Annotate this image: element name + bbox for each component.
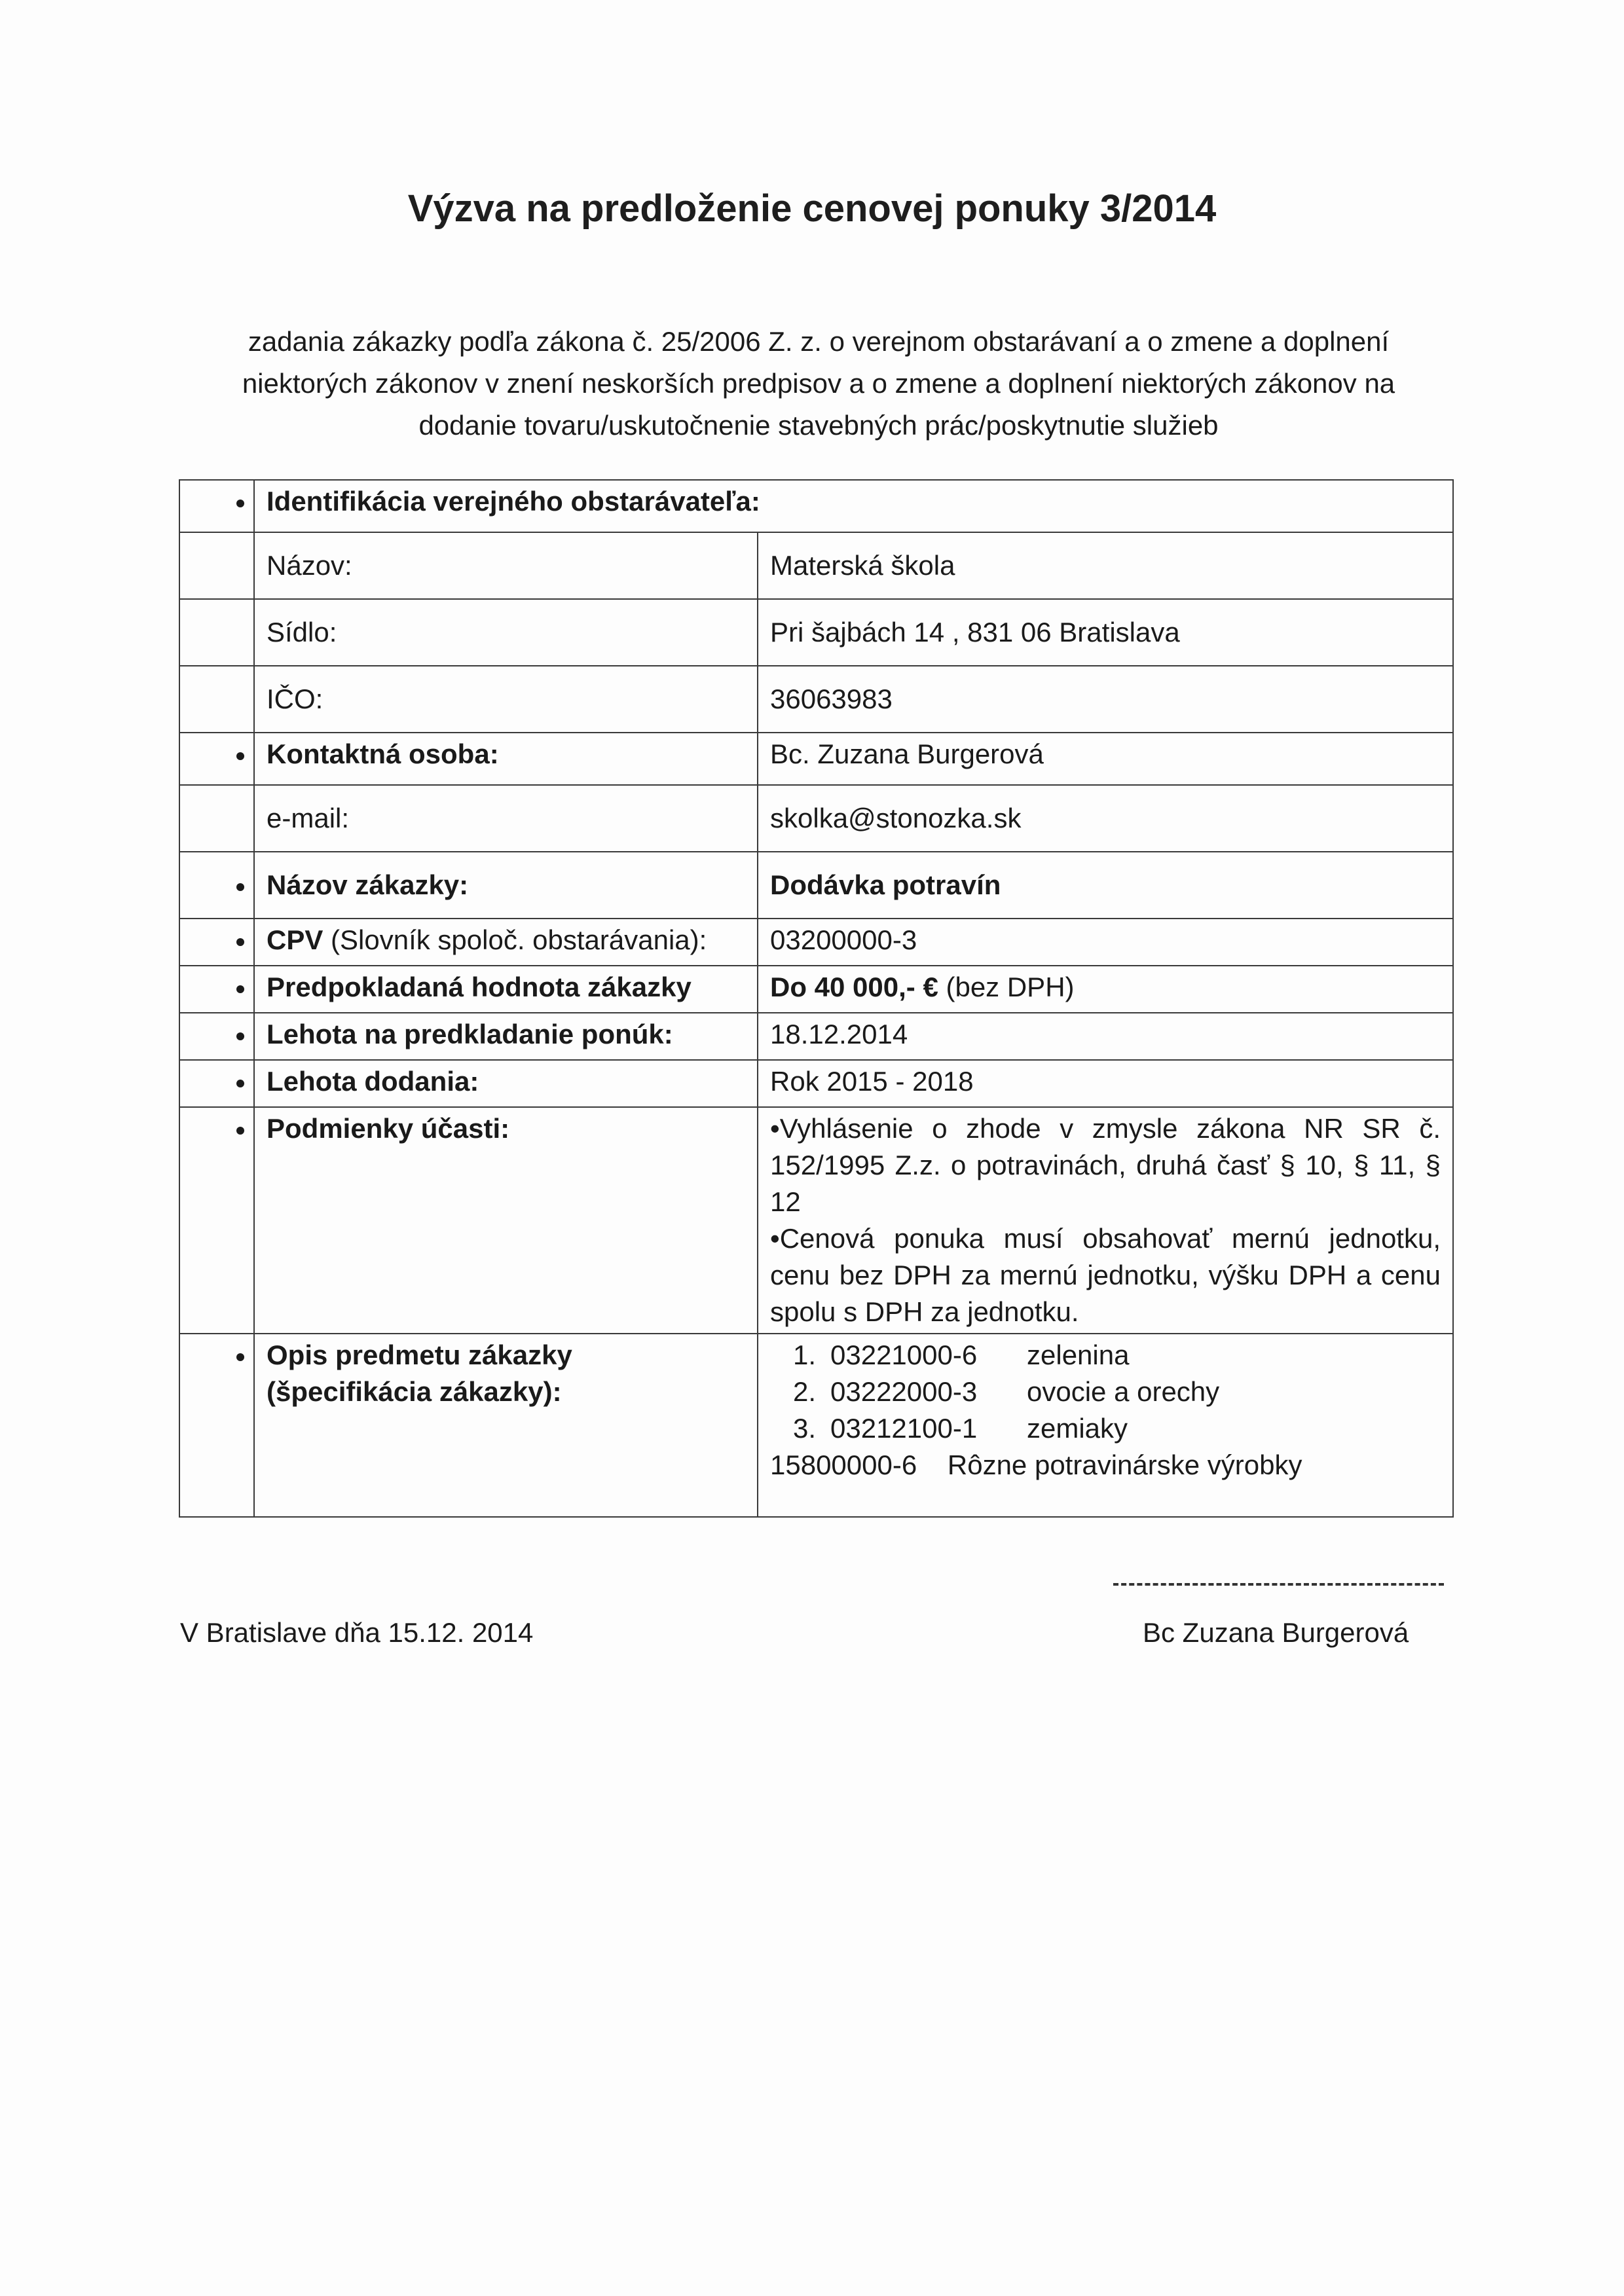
bullet-icon (236, 500, 244, 507)
row-ico (179, 666, 1453, 733)
place-and-date: V Bratislave dňa 15.12. 2014 (180, 1617, 534, 1648)
spec-extra-item: 15800000-6 Rôzne potravinárske výrobky (770, 1449, 1302, 1480)
intro-line-2: niektorých zákonov v znení neskorších predpisov a o zmene a doplnení niektorých zákonov na (242, 368, 1395, 399)
row-seat (179, 599, 1453, 666)
order-name-label: Názov zákazky: (254, 852, 758, 919)
intro-paragraph (164, 321, 1473, 446)
row-delivery (179, 1060, 1453, 1107)
row-estimated-value (179, 966, 1453, 1013)
estimated-value-label: Predpokladaná hodnota zákazky (254, 966, 758, 1013)
spec-item-number: 2. (792, 1376, 816, 1407)
bullet-cell (179, 966, 254, 1013)
row-identification (179, 480, 1453, 532)
deadline-value: 18.12.2014 (758, 1013, 1453, 1060)
bullet-cell (179, 1107, 254, 1334)
bullet-icon (236, 883, 244, 891)
spec-item-desc: ovocie a orechy (1027, 1376, 1220, 1407)
estimated-value-rest: (bez DPH) (938, 972, 1075, 1002)
bullet-cell (179, 785, 254, 852)
conditions-value (758, 1107, 1453, 1334)
row-cpv (179, 919, 1453, 966)
row-description (179, 1334, 1453, 1517)
delivery-label: Lehota dodania: (254, 1060, 758, 1107)
row-contact (179, 733, 1453, 785)
bullet-cell (179, 919, 254, 966)
conditions-item-1: •Vyhlásenie o zhode v zmysle zákona NR SR č. 152/1995 Z.z. o potravinách, druhá časť § 10, § 11, § 12 (770, 1113, 1441, 1217)
contact-value: Bc. Zuzana Burgerová (758, 733, 1453, 785)
seat-label: Sídlo: (254, 599, 758, 666)
row-order-name (179, 852, 1453, 919)
estimated-value-bold: Do 40 000,- € (770, 972, 938, 1002)
description-label-line-2: (špecifikácia zákazky): (267, 1376, 562, 1407)
tender-details-table (179, 479, 1454, 1518)
row-deadline (179, 1013, 1453, 1060)
bullet-cell (179, 1060, 254, 1107)
bullet-cell (179, 532, 254, 599)
name-value: Materská škola (758, 532, 1453, 599)
intro-line-1: zadania zákazky podľa zákona č. 25/2006 Z. z. o verejnom obstarávaní a o zmene a doplnení (248, 326, 1390, 357)
bullet-icon (236, 1032, 244, 1040)
delivery-value: Rok 2015 - 2018 (758, 1060, 1453, 1107)
cpv-label (254, 919, 758, 966)
spec-item-code: 03221000-6 (830, 1339, 978, 1370)
specification-list (758, 1334, 1453, 1517)
signature-name: Bc Zuzana Burgerová (1143, 1617, 1409, 1648)
ico-value: 36063983 (758, 666, 1453, 733)
spec-item-number: 1. (792, 1339, 816, 1370)
bullet-cell (179, 666, 254, 733)
email-label: e-mail: (254, 785, 758, 852)
intro-line-3: dodanie tovaru/uskutočnenie stavebných prác/poskytnutie služieb (418, 410, 1219, 441)
spec-item-code: 03212100-1 (830, 1413, 978, 1444)
spec-item-code: 03222000-3 (830, 1376, 978, 1407)
ico-label: IČO: (254, 666, 758, 733)
spec-item (770, 1374, 1441, 1410)
name-label: Názov: (254, 532, 758, 599)
cpv-label-rest: (Slovník spoloč. obstarávania): (323, 924, 707, 955)
bullet-icon (236, 1353, 244, 1361)
spec-item-desc: zemiaky (1027, 1413, 1128, 1444)
document-title: Výzva na predloženie cenovej ponuky 3/2014 (407, 187, 1217, 230)
cpv-value: 03200000-3 (758, 919, 1453, 966)
conditions-item-2: •Cenová ponuka musí obsahovať mernú jednotku, cenu bez DPH za mernú jednotku, výšku DPH a cenu spolu s DPH za jednotku. (770, 1223, 1441, 1327)
seat-value: Pri šajbách 14 , 831 06 Bratislava (758, 599, 1453, 666)
bullet-icon (236, 938, 244, 946)
identification-heading: Identifikácia verejného obstarávateľa: (254, 480, 1453, 532)
signature-line (1113, 1583, 1444, 1586)
description-label-line-1: Opis predmetu zákazky (267, 1339, 572, 1370)
bullet-cell (179, 1334, 254, 1517)
bullet-cell (179, 733, 254, 785)
bullet-icon (236, 752, 244, 760)
row-email (179, 785, 1453, 852)
bullet-cell (179, 1013, 254, 1060)
spec-item (770, 1337, 1441, 1374)
conditions-label: Podmienky účasti: (254, 1107, 758, 1334)
deadline-label: Lehota na predkladanie ponúk: (254, 1013, 758, 1060)
estimated-value (758, 966, 1453, 1013)
bullet-cell (179, 599, 254, 666)
row-conditions (179, 1107, 1453, 1334)
bullet-cell (179, 480, 254, 532)
email-value: skolka@stonozka.sk (758, 785, 1453, 852)
bullet-icon (236, 1127, 244, 1135)
bullet-icon (236, 1080, 244, 1087)
cpv-label-bold: CPV (267, 924, 323, 955)
spec-item-number: 3. (792, 1413, 816, 1444)
row-name (179, 532, 1453, 599)
contact-label: Kontaktná osoba: (254, 733, 758, 785)
spec-item (770, 1410, 1441, 1447)
spec-item-desc: zelenina (1027, 1339, 1130, 1370)
bullet-cell (179, 852, 254, 919)
order-name-value: Dodávka potravín (758, 852, 1453, 919)
bullet-icon (236, 985, 244, 993)
description-label (254, 1334, 758, 1517)
